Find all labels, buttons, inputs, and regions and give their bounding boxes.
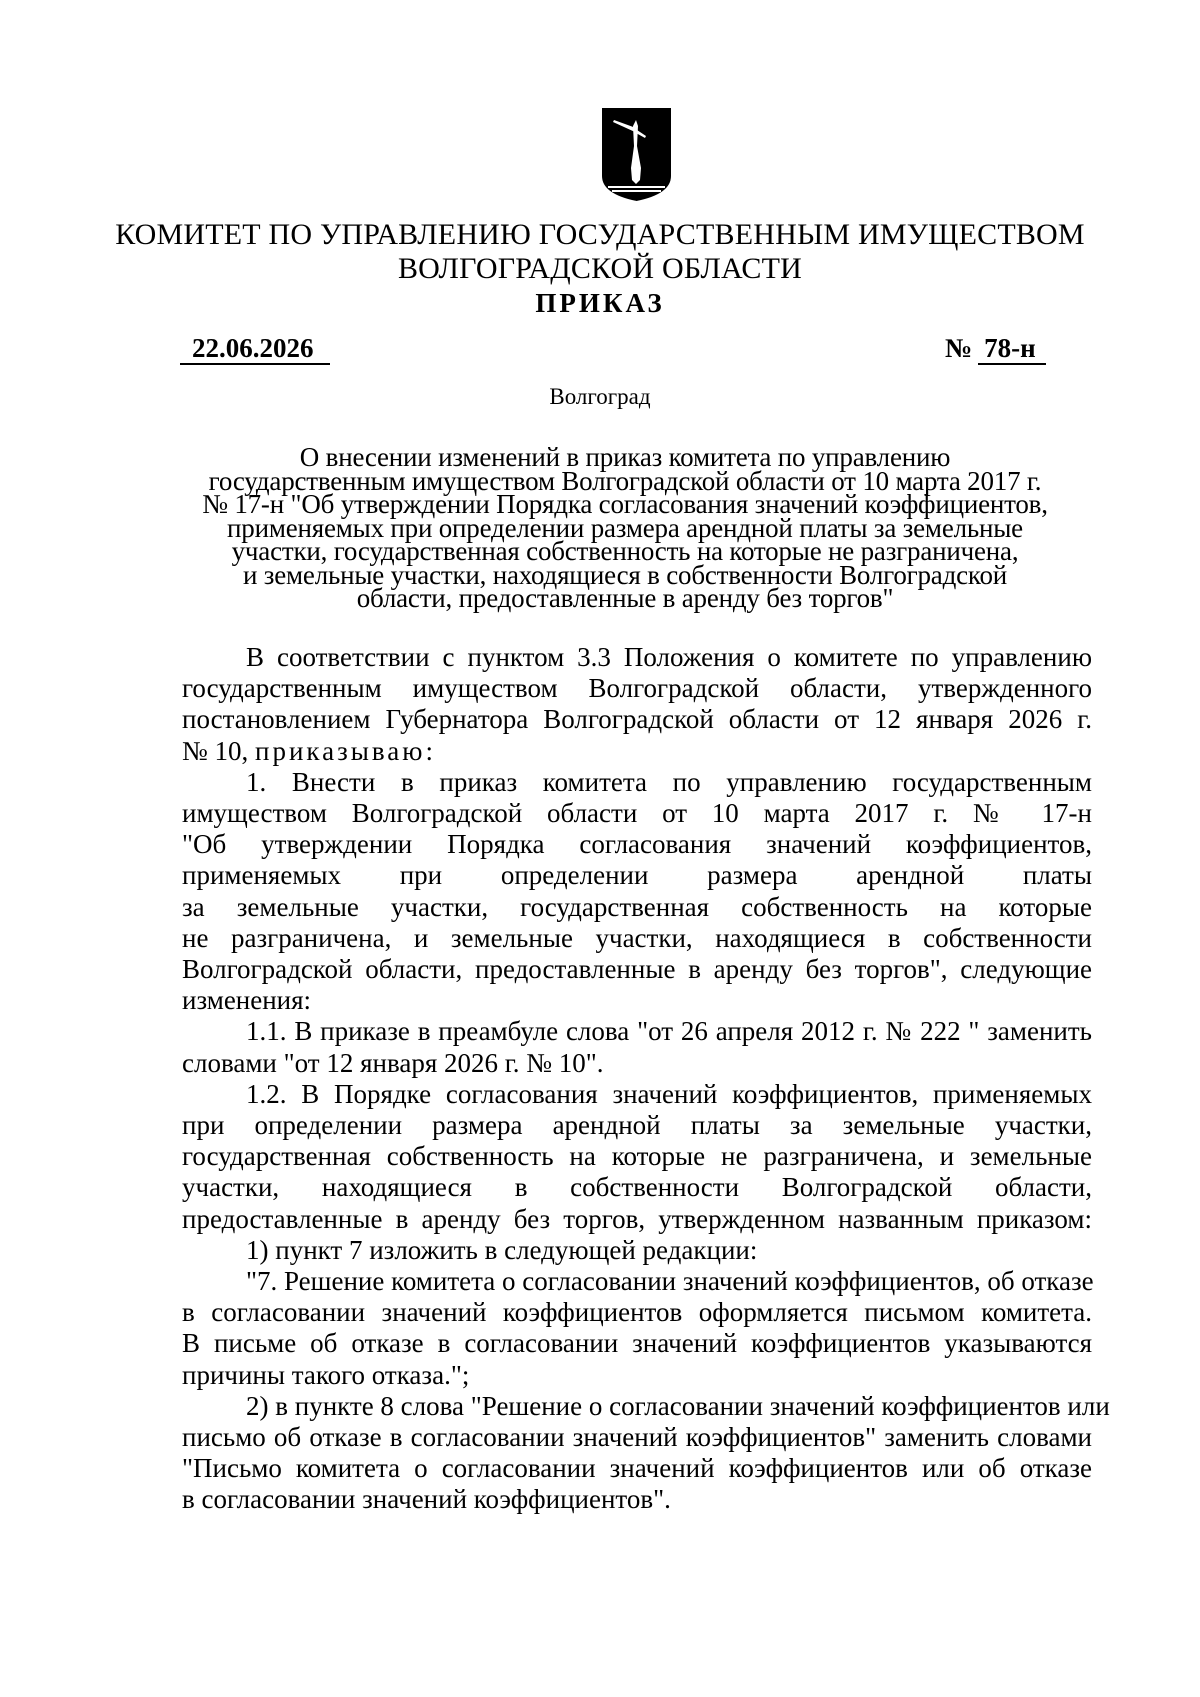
city: Волгоград: [549, 384, 651, 409]
body-line: участки, находящиеся в собственности Волгоградской области,: [182, 1172, 1092, 1203]
document-body: [182, 642, 1110, 1516]
order-word: приказываю:: [255, 735, 436, 766]
body-line: за земельные участки, государственная собственность на которые: [182, 891, 1092, 922]
body-line: предоставленные в аренду без торгов, утвержденном названным приказом:: [182, 1203, 1092, 1234]
body-line: письмо об отказе в согласовании значений коэффициентов" заменить словами: [182, 1422, 1092, 1453]
body-line: 2) в пункте 8 слова "Решение о согласовании значений коэффициентов или: [246, 1390, 1110, 1421]
body-line: В соответствии с пунктом 3.3 Положения о комитете по управлению: [246, 642, 1092, 672]
volgograd-emblem-icon: [600, 106, 673, 202]
body-line: в согласовании значений коэффициентов".: [182, 1484, 671, 1515]
document-date: [180, 333, 330, 365]
subject-line: применяемых при определении размера арендной платы за земельные: [227, 512, 1023, 543]
body-line: изменения:: [182, 985, 312, 1016]
document-subject: [170, 442, 1080, 613]
organization-name-line1: КОМИТЕТ ПО УПРАВЛЕНИЮ ГОСУДАРСТВЕННЫМ ИМУЩЕСТВОМ: [115, 218, 1085, 251]
body-line: "7. Решение комитета о согласовании значений коэффициентов, об отказе: [246, 1266, 1094, 1297]
subject-line: участки, государственная собственность на которые не разграничена,: [231, 536, 1019, 566]
body-line: 1.1. В приказе в преамбуле слова "от 26 апреля 2012 г. № 222 " заменить: [246, 1016, 1092, 1047]
body-line: при определении размера арендной платы за земельные участки,: [182, 1110, 1092, 1141]
body-line: постановлением Губернатора Волгоградской области от 12 января 2026 г.: [182, 704, 1092, 735]
preamble-number: № 10,: [182, 735, 249, 766]
subject-line: области, предоставленные в аренду без торгов": [356, 583, 894, 613]
body-line: "Письмо комитета о согласовании значений коэффициентов или об отказе: [182, 1453, 1092, 1484]
body-line: причины такого отказа.";: [182, 1359, 470, 1390]
body-line: государственным имуществом Волгоградской области, утвержденного: [182, 673, 1092, 704]
body-line: словами "от 12 января 2026 г. № 10".: [182, 1047, 604, 1078]
subject-line: государственным имуществом Волгоградской области от 10 марта 2017 г.: [208, 465, 1042, 496]
body-line: 1.2. В Порядке согласования значений коэффициентов, применяемых: [246, 1078, 1092, 1109]
body-line: Волгоградской области, предоставленные в аренду без торгов", следующие: [182, 954, 1092, 985]
body-line: не разграничена, и земельные участки, находящиеся в собственности: [182, 922, 1092, 953]
body-line: 1. Внести в приказ комитета по управлению государственным: [246, 766, 1092, 797]
body-line: 1) пункт 7 изложить в следующей редакции:: [246, 1234, 758, 1265]
body-line: [182, 736, 1092, 767]
body-line: в согласовании значений коэффициентов оформляется письмом комитета.: [182, 1297, 1092, 1328]
body-line: В письме об отказе в согласовании значений коэффициентов указываются: [182, 1328, 1092, 1359]
body-line: применяемых при определении размера арендной платы: [182, 860, 1092, 891]
organization-name-line2: ВОЛГОГРАДСКОЙ ОБЛАСТИ: [397, 252, 803, 285]
number-sign: №: [945, 333, 973, 363]
document-type: ПРИКАЗ: [535, 288, 665, 318]
subject-line: и земельные участки, находящиеся в собственности Волгоградской: [242, 559, 1007, 590]
body-line: государственная собственность на которые не разграничена, и земельные: [182, 1141, 1092, 1172]
number-value: 78-н: [978, 333, 1046, 365]
body-line: "Об утверждении Порядка согласования значений коэффициентов,: [182, 829, 1092, 860]
body-line: имуществом Волгоградской области от 10 марта 2017 г. № 17-н: [182, 798, 1092, 829]
date-value: 22.06.2026: [180, 333, 330, 365]
document-number: [945, 333, 1046, 365]
subject-line: О внесении изменений в приказ комитета по управлению: [299, 442, 951, 472]
subject-line: № 17-н "Об утверждении Порядка согласования значений коэффициентов,: [202, 489, 1048, 519]
